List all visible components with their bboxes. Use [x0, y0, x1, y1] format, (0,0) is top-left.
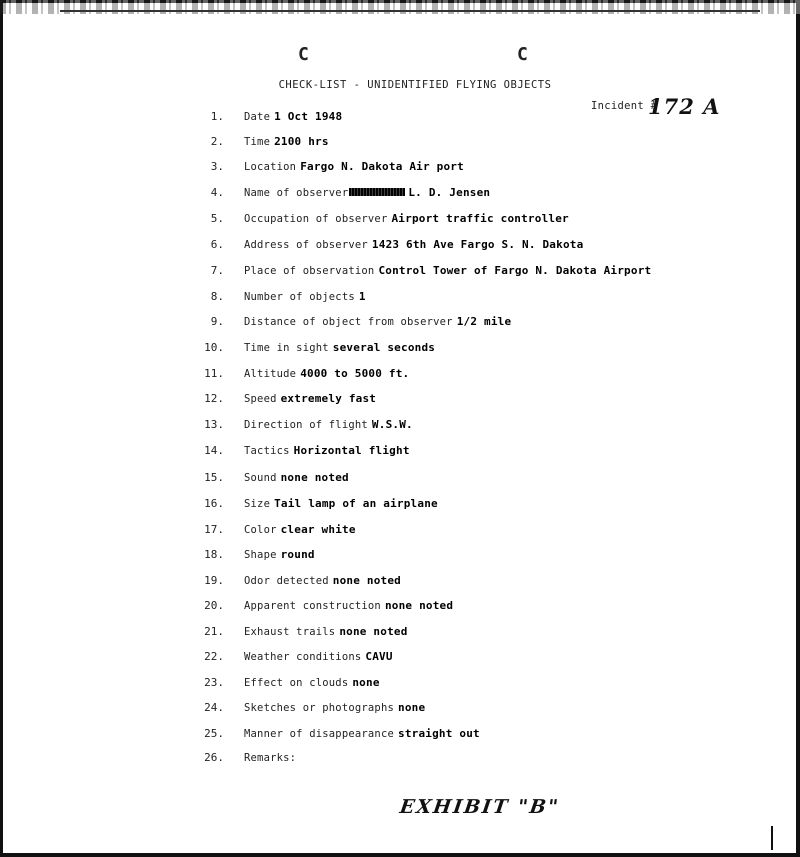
item-number: 10.	[204, 341, 224, 354]
item-number: 21.	[204, 625, 224, 638]
item-label-line	[244, 212, 569, 225]
item-label: Time	[244, 136, 271, 148]
item-value: Horizontal flight	[293, 444, 410, 457]
scan-edge-bottom	[0, 853, 800, 857]
item-value: none noted	[339, 625, 408, 638]
item-label: Altitude	[244, 368, 297, 380]
item-label: Manner of disappearance	[244, 728, 394, 740]
item-value: extremely fast	[280, 392, 377, 405]
item-value: 2100 hrs	[274, 135, 329, 148]
item-label-line	[244, 367, 409, 380]
item-label-line	[244, 341, 435, 354]
item-label-line	[244, 574, 401, 587]
item-number: 19.	[204, 574, 224, 587]
item-value: 1423 6th Ave Fargo S. N. Dakota	[371, 238, 584, 251]
incident-number: 172 A	[648, 94, 721, 119]
item-number: 6.	[210, 238, 224, 251]
item-number: 20.	[204, 599, 224, 612]
item-label: Time in sight	[244, 342, 329, 354]
item-label: Sketches or photographs	[244, 702, 394, 714]
item-label: Date	[244, 111, 271, 123]
item-value: none	[352, 676, 380, 689]
item-label-line	[244, 548, 315, 561]
item-label: Odor detected	[244, 575, 329, 587]
item-label-line	[244, 471, 349, 484]
item-value: several seconds	[332, 341, 436, 354]
item-number: 7.	[210, 264, 224, 277]
item-number: 1.	[210, 110, 224, 123]
item-value: clear white	[280, 523, 356, 536]
document-title: CHECK-LIST - UNIDENTIFIED FLYING OBJECTS	[278, 79, 552, 91]
item-value: CAVU	[365, 650, 393, 663]
item-value: Tail lamp of an airplane	[274, 497, 438, 510]
item-value: W.S.W.	[371, 418, 413, 431]
item-number: 11.	[204, 367, 224, 380]
item-number: 25.	[204, 727, 224, 740]
item-label-line	[244, 392, 376, 405]
item-label: Tactics	[244, 445, 290, 457]
item-label: Size	[244, 498, 271, 510]
margin-mark	[771, 826, 773, 850]
item-label-line	[244, 444, 410, 457]
item-label-line	[244, 315, 511, 328]
item-label-line	[244, 497, 438, 510]
item-label: Location	[244, 161, 297, 173]
item-label-line	[244, 727, 480, 740]
redaction-mark	[349, 188, 405, 196]
item-label: Color	[244, 524, 277, 536]
item-value: 1	[358, 290, 366, 303]
item-value: Control Tower of Fargo N. Dakota Airport	[378, 264, 652, 277]
item-value: none noted	[280, 471, 349, 484]
incident-label: Incident #	[591, 100, 658, 112]
item-label-line	[244, 418, 413, 431]
item-number: 2.	[210, 135, 224, 148]
item-number: 5.	[210, 212, 224, 225]
item-value: round	[280, 548, 315, 561]
item-number: 8.	[210, 290, 224, 303]
item-label-line	[244, 238, 583, 251]
item-label: Exhaust trails	[244, 626, 336, 638]
item-number: 3.	[210, 160, 224, 173]
item-label-line	[244, 599, 453, 612]
item-label-line	[244, 625, 408, 638]
item-number: 26.	[204, 751, 224, 764]
item-value: 1/2 mile	[456, 315, 512, 328]
item-label: Weather conditions	[244, 651, 362, 663]
item-number: 9.	[210, 315, 224, 328]
item-label-line	[244, 160, 464, 173]
item-label-line	[244, 523, 356, 536]
item-label-line	[244, 290, 366, 303]
item-label-line	[244, 186, 490, 199]
item-value: none	[398, 701, 426, 714]
item-number: 22.	[204, 650, 224, 663]
exhibit-label: EXHIBIT "B"	[398, 796, 562, 818]
item-number: 13.	[204, 418, 224, 431]
item-label-line	[244, 135, 329, 148]
item-value: L. D. Jensen	[408, 186, 491, 199]
item-value: 4000 to 5000 ft.	[300, 367, 410, 380]
item-label-line	[244, 751, 300, 764]
item-number: 14.	[204, 444, 224, 457]
item-label: Direction of flight	[244, 419, 368, 431]
item-label-line	[244, 110, 342, 123]
item-label-line	[244, 650, 393, 663]
item-value: Fargo N. Dakota Air port	[300, 160, 464, 173]
item-number: 23.	[204, 676, 224, 689]
item-value: straight out	[398, 727, 480, 740]
item-label-line	[244, 701, 425, 714]
header-mark-left: C	[298, 44, 309, 65]
item-label: Number of objects	[244, 291, 355, 303]
item-label: Shape	[244, 549, 277, 561]
item-label: Distance of object from observer	[244, 316, 453, 328]
item-value: Airport traffic controller	[391, 212, 569, 225]
item-label: Sound	[244, 472, 277, 484]
item-number: 16.	[204, 497, 224, 510]
header-mark-right: C	[517, 44, 528, 65]
item-number: 17.	[204, 523, 224, 536]
item-number: 18.	[204, 548, 224, 561]
item-label: Name of observer	[244, 187, 349, 199]
item-number: 15.	[204, 471, 224, 484]
item-label: Speed	[244, 393, 277, 405]
item-value: 1 Oct 1948	[274, 110, 343, 123]
item-label: Place of observation	[244, 265, 375, 277]
item-number: 24.	[204, 701, 224, 714]
item-label: Remarks:	[244, 752, 297, 764]
item-label: Occupation of observer	[244, 213, 388, 225]
item-number: 4.	[210, 186, 224, 199]
item-label-line	[244, 676, 380, 689]
item-label-line	[244, 264, 651, 277]
scan-line-top	[60, 10, 760, 12]
item-label: Address of observer	[244, 239, 368, 251]
item-value: none noted	[384, 599, 454, 612]
item-number: 12.	[204, 392, 224, 405]
item-label: Effect on clouds	[244, 677, 349, 689]
item-label: Apparent construction	[244, 600, 381, 612]
item-value: none noted	[332, 574, 402, 587]
